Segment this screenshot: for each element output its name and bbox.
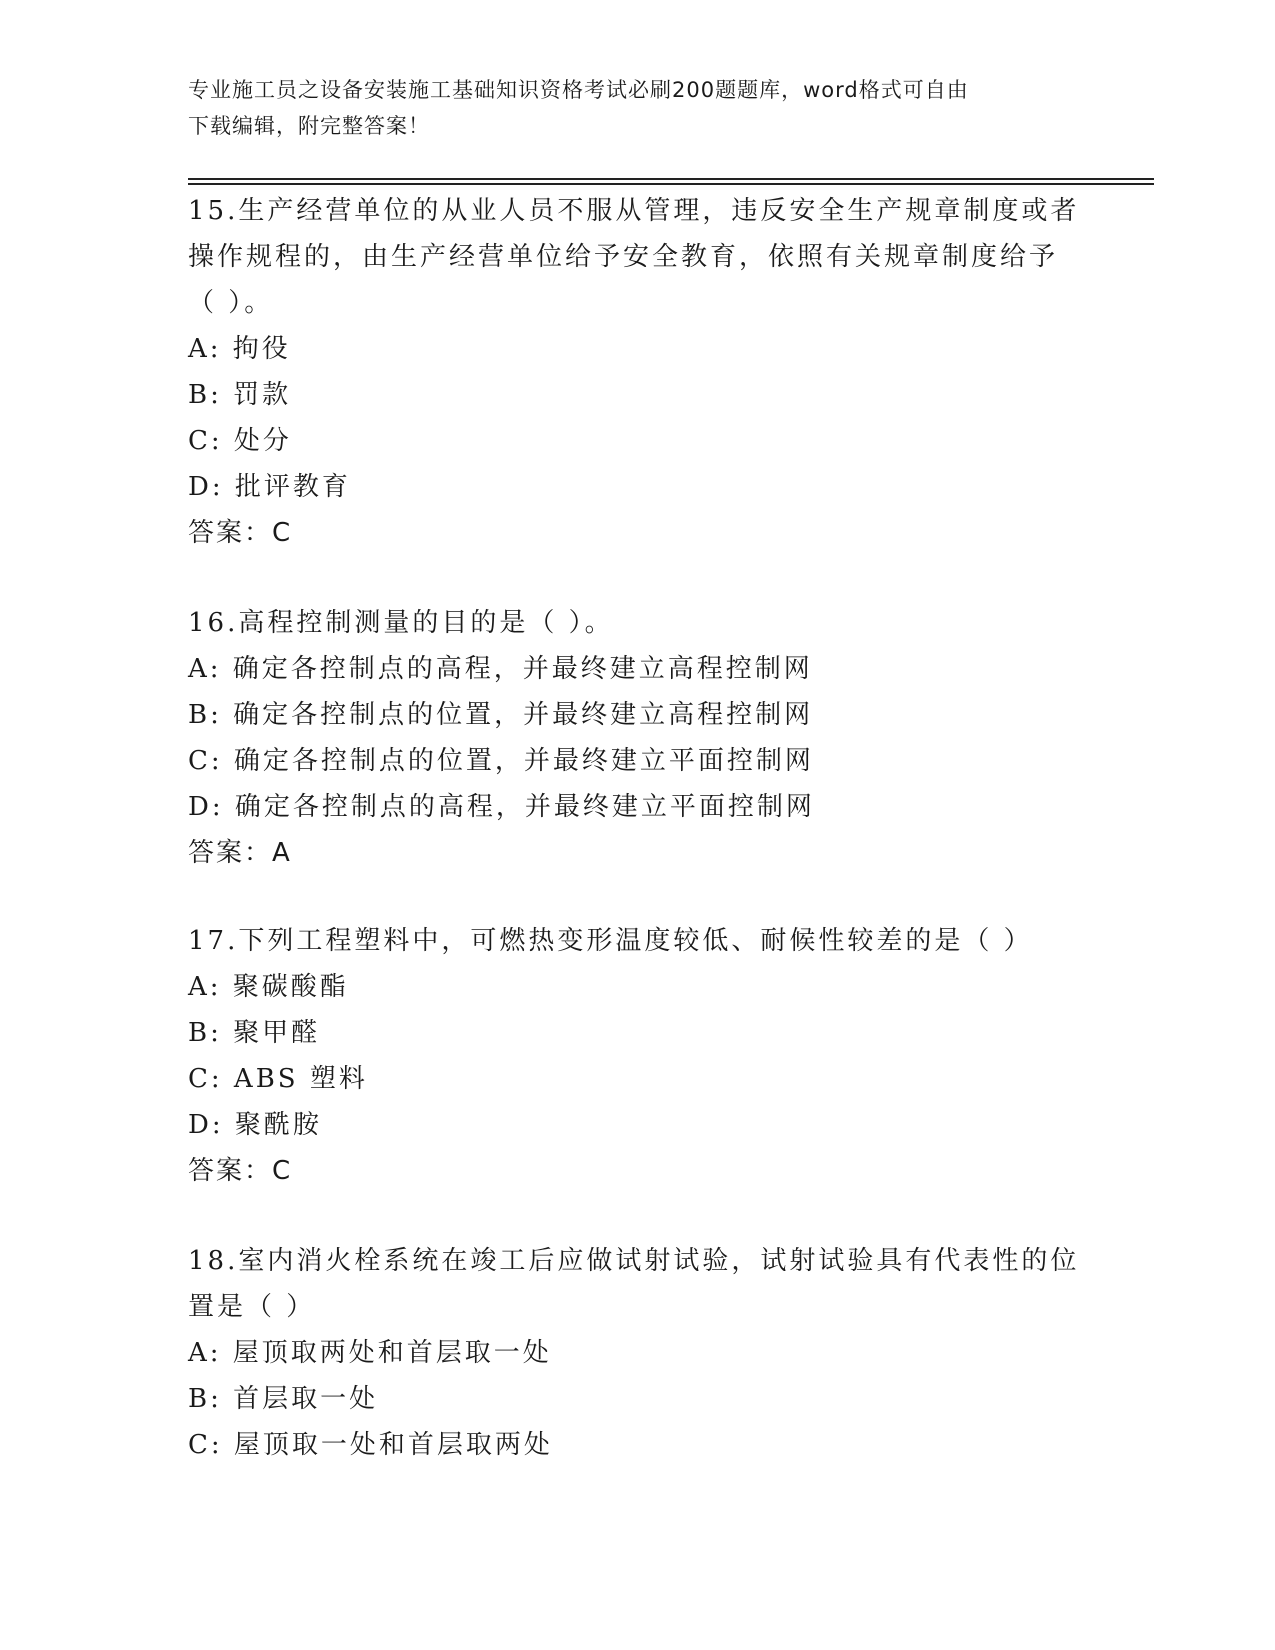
option-d: D: 聚酰胺 xyxy=(188,1110,322,1140)
question-18 xyxy=(188,1238,1088,1468)
question-stem-line: 操作规程的，由生产经营单位给予安全教育，依照有关规章制度给予 xyxy=(188,242,1059,272)
question-stem-line: 17.下列工程塑料中，可燃热变形温度较低、耐候性较差的是（ ） xyxy=(188,926,1033,956)
question-17 xyxy=(188,918,1088,1194)
question-stem-line: （ ）。 xyxy=(188,288,274,318)
option-b: B: 罚款 xyxy=(188,380,292,410)
question-stem-line: 18.室内消火栓系统在竣工后应做试射试验，试射试验具有代表性的位 xyxy=(188,1246,1080,1276)
option-b: B: 首层取一处 xyxy=(188,1384,379,1414)
answer: 答案：C xyxy=(188,518,293,548)
header-rule-bottom xyxy=(188,183,1154,185)
option-c: C: ABS 塑料 xyxy=(188,1064,368,1094)
question-stem-line: 16.高程控制测量的目的是（ ）。 xyxy=(188,608,614,638)
option-c: C: 处分 xyxy=(188,426,292,456)
header-line-2: 下载编辑，附完整答案！ xyxy=(188,114,430,138)
question-stem-line: 置是（ ） xyxy=(188,1292,316,1322)
header-rule-top xyxy=(188,178,1154,180)
option-a: A: 屋顶取两处和首层取一处 xyxy=(188,1338,552,1368)
option-b: B: 聚甲醛 xyxy=(188,1018,321,1048)
header-line-1: 专业施工员之设备安装施工基础知识资格考试必刷200题题库，word格式可自由 xyxy=(188,78,969,102)
option-d: D: 确定各控制点的高程，并最终建立平面控制网 xyxy=(188,792,815,822)
question-stem-line: 15.生产经营单位的从业人员不服从管理，违反安全生产规章制度或者 xyxy=(188,196,1080,226)
answer: 答案：A xyxy=(188,838,292,868)
option-d: D: 批评教育 xyxy=(188,472,351,502)
option-c: C: 确定各控制点的位置，并最终建立平面控制网 xyxy=(188,746,814,776)
option-a: A: 确定各控制点的高程，并最终建立高程控制网 xyxy=(188,654,813,684)
document-header xyxy=(188,72,1088,144)
answer: 答案：C xyxy=(188,1156,293,1186)
question-15 xyxy=(188,188,1088,556)
option-c: C: 屋顶取一处和首层取两处 xyxy=(188,1430,553,1460)
option-b: B: 确定各控制点的位置，并最终建立高程控制网 xyxy=(188,700,814,730)
option-a: A: 拘役 xyxy=(188,334,291,364)
option-a: A: 聚碳酸酯 xyxy=(188,972,349,1002)
question-16 xyxy=(188,600,1088,876)
